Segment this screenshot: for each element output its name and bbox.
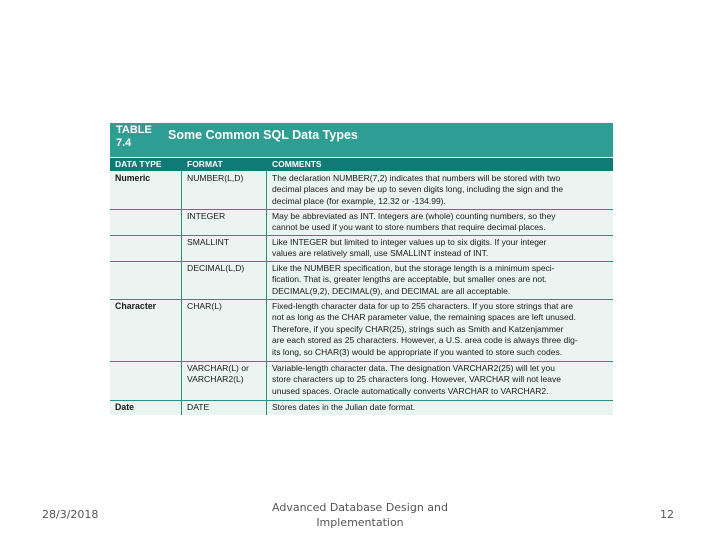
comment-cell bbox=[272, 263, 608, 297]
comment-line: store characters up to 25 characters long. However, VARCHAR will not leave bbox=[272, 374, 561, 385]
comment-line: decimal place (for example, 12.32 or -134.99). bbox=[272, 195, 446, 206]
column-header-format: FORMAT bbox=[187, 159, 223, 169]
row-divider bbox=[110, 361, 613, 362]
comment-line: unused spaces. Oracle automatically converts VARCHAR to VARCHAR2. bbox=[272, 385, 549, 396]
comment-line: Like the NUMBER specification, but the storage length is a minimum speci- bbox=[272, 263, 555, 273]
comment-line: decimal places and may be up to seven digits long, including the sign and the bbox=[272, 184, 564, 195]
data-type-cell: Character bbox=[115, 301, 157, 311]
row-divider bbox=[110, 299, 613, 300]
format-cell: SMALLINT bbox=[187, 237, 230, 247]
format-cell: CHAR(L) bbox=[187, 301, 222, 311]
row-divider bbox=[110, 261, 613, 262]
footer-title bbox=[270, 500, 450, 530]
sql-data-types-table bbox=[110, 123, 613, 415]
comment-cell bbox=[272, 211, 608, 234]
comment-cell bbox=[272, 363, 608, 397]
format-cell bbox=[187, 363, 249, 385]
comment-line: its long, so CHAR(3) would be appropriate if you wanted to store such codes. bbox=[272, 346, 563, 357]
table-title-bar bbox=[110, 123, 613, 157]
footer-title-line: Implementation bbox=[316, 516, 404, 529]
row-divider bbox=[110, 235, 613, 236]
format-cell: DATE bbox=[187, 402, 210, 412]
comment-line: fication. That is, greater lengths are acceptable, but smaller ones are not. bbox=[272, 274, 547, 285]
column-header-row bbox=[110, 157, 613, 171]
format-cell: DECIMAL(L,D) bbox=[187, 263, 245, 273]
column-header-comments: COMMENTS bbox=[272, 159, 322, 169]
table-number-label: TABLE bbox=[116, 124, 152, 136]
comment-line: May be abbreviated as INT. Integers are (whole) counting numbers, so they bbox=[272, 211, 556, 221]
format-cell: NUMBER(L,D) bbox=[187, 173, 244, 183]
comment-line: Variable-length character data. The designation VARCHAR2(25) will let you bbox=[272, 363, 556, 373]
comment-cell bbox=[272, 402, 608, 413]
row-divider bbox=[110, 400, 613, 401]
table-number-value: 7.4 bbox=[116, 137, 132, 149]
footer-date: 28/3/2018 bbox=[42, 508, 99, 521]
row-divider bbox=[110, 209, 613, 210]
comment-line: cannot be used if you want to store numbers that require decimal places. bbox=[272, 222, 546, 233]
comment-line: Stores dates in the Julian date format. bbox=[272, 402, 416, 412]
column-divider bbox=[181, 171, 182, 415]
slide-number: 12 bbox=[660, 508, 674, 521]
data-type-cell: Numeric bbox=[115, 173, 151, 183]
comment-line: The declaration NUMBER(7,2) indicates that numbers will be stored with two bbox=[272, 173, 561, 183]
comment-cell bbox=[272, 173, 608, 207]
comment-line: not as long as the CHAR parameter value, the remaining spaces are left unused. bbox=[272, 312, 576, 323]
data-type-cell: Date bbox=[115, 402, 135, 412]
column-header-data-type: DATA TYPE bbox=[115, 159, 162, 169]
comment-cell bbox=[272, 301, 608, 358]
table-title: Some Common SQL Data Types bbox=[168, 128, 358, 142]
table-number bbox=[116, 124, 152, 150]
comment-line: are each stored as 25 characters. However, a U.S. area code is always three dig- bbox=[272, 335, 578, 346]
format-line: VARCHAR2(L) bbox=[187, 374, 244, 384]
format-line: VARCHAR(L) or bbox=[187, 363, 249, 373]
format-cell: INTEGER bbox=[187, 211, 226, 221]
comment-line: Fixed-length character data for up to 255 characters. If you store strings that are bbox=[272, 301, 573, 311]
footer-title-line: Advanced Database Design and bbox=[272, 501, 448, 514]
comment-line: values are relatively small, use SMALLINT instead of INT. bbox=[272, 248, 489, 259]
comment-cell bbox=[272, 237, 608, 260]
column-divider bbox=[266, 171, 267, 415]
comment-line: Like INTEGER but limited to integer values up to six digits. If your integer bbox=[272, 237, 547, 247]
comment-line: Therefore, if you specify CHAR(25), strings such as Smith and Katzenjammer bbox=[272, 323, 564, 334]
comment-line: DECIMAL(9,2), DECIMAL(9), and DECIMAL are all acceptable. bbox=[272, 285, 511, 296]
